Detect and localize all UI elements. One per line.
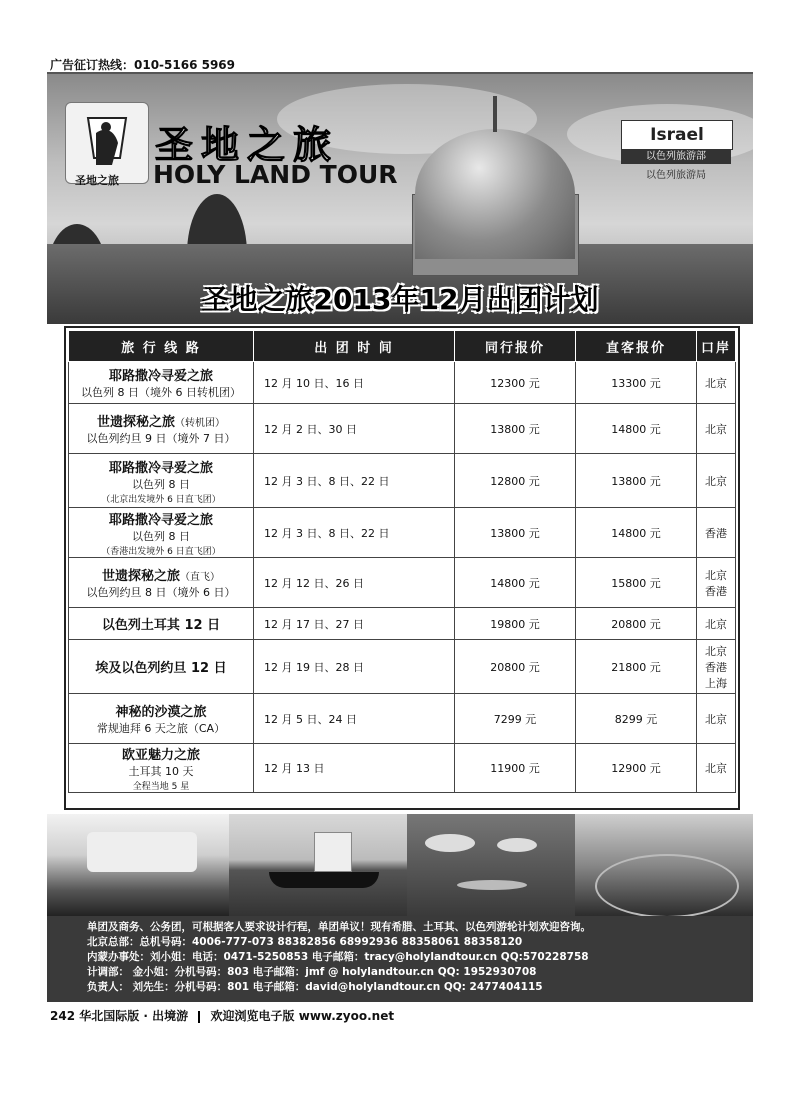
route-name: 世遗探秘之旅 [101, 569, 180, 584]
route-cell [69, 608, 254, 640]
port-name: 香港 [705, 660, 727, 674]
table-row [69, 508, 736, 558]
table-row [69, 744, 736, 793]
info-line: 内蒙办事处：刘小姐：电话：0471-5250853 电子邮箱：tracy@holylandtour.cn QQ:570228758 [87, 951, 589, 963]
port-name: 北京 [705, 762, 727, 775]
route-name: 埃及以色列约旦 12 日 [95, 661, 227, 676]
route-name: 以色列土耳其 12 日 [101, 618, 221, 633]
direct-price-cell: 21800 元 [576, 640, 697, 694]
route-detail: （北京出发境外 6 日直飞团） [101, 494, 221, 505]
peer-price-cell: 13800 元 [455, 404, 576, 454]
port-cell [697, 640, 736, 694]
port-name: 北京 [705, 474, 727, 488]
boat-shape [269, 872, 379, 888]
header-time: 出 团 时 间 [254, 331, 455, 362]
peer-price-cell: 19800 元 [455, 608, 576, 640]
route-detail: （香港出发境外 6 日直飞团） [101, 546, 221, 557]
info-line: 北京总部：总机号码：4006-777-073 88382856 68992936 88358061 88358120 [87, 936, 523, 948]
port-name: 上海 [705, 676, 727, 690]
route-cell [69, 454, 254, 508]
route-cell [69, 558, 254, 608]
route-title [73, 701, 249, 720]
tour-schedule-table [64, 326, 740, 810]
route-name: 神秘的沙漠之旅 [115, 705, 207, 720]
brand-name-cn: 圣地之旅 [155, 123, 340, 167]
garden-shape [595, 854, 739, 916]
port-name: 北京 [705, 376, 727, 390]
route-name: 欧亚魅力之旅 [121, 748, 200, 763]
direct-price-cell: 13800 元 [576, 454, 697, 508]
route-subtitle: 以色列 8 日 [132, 529, 190, 543]
peer-price-cell: 12300 元 [455, 362, 576, 404]
contact-info [47, 916, 753, 1002]
dome-spire [493, 96, 497, 132]
photo-church [47, 814, 229, 916]
port-name: 香港 [705, 526, 727, 540]
port-name: 北京 [705, 568, 727, 582]
port-name: 北京 [705, 617, 727, 631]
route-cell [69, 694, 254, 744]
israel-logo: Israel [621, 120, 733, 150]
route-title [73, 565, 249, 584]
photo-garden [575, 814, 753, 916]
table-row [69, 404, 736, 454]
port-cell [697, 362, 736, 404]
logo-caption: 圣地之旅 [75, 174, 119, 187]
table-row [69, 558, 736, 608]
route-name: 耶路撒冷寻爱之旅 [108, 369, 213, 384]
direct-price-cell: 20800 元 [576, 608, 697, 640]
route-name: 耶路撒冷寻爱之旅 [108, 512, 213, 528]
route-title [73, 614, 249, 633]
port-cell [697, 608, 736, 640]
salt-rock-shape [497, 838, 537, 852]
header-port: 口岸 [697, 331, 736, 362]
peer-price-cell: 14800 元 [455, 558, 576, 608]
route-detail: 全程当地 5 星 [132, 782, 190, 792]
golden-dome [415, 129, 575, 259]
direct-price-cell: 14800 元 [576, 508, 697, 558]
peer-price-cell: 20800 元 [455, 640, 576, 694]
departure-time-cell: 12 月 2 日、30 日 [254, 404, 455, 454]
route-subtitle: 土耳其 10 天 [128, 765, 194, 778]
poster-frame [47, 74, 753, 1002]
photo-boat [229, 814, 407, 916]
port-name: 北京 [705, 644, 727, 658]
route-note: （转机团） [175, 418, 225, 429]
direct-price-cell: 8299 元 [576, 694, 697, 744]
route-cell [69, 744, 254, 793]
route-cell [69, 640, 254, 694]
church-facade-shape [87, 832, 197, 872]
table-row [69, 640, 736, 694]
route-title [73, 744, 249, 763]
departure-time-cell: 12 月 13 日 [254, 744, 455, 793]
brand-name-en: HOLY LAND TOUR [153, 160, 398, 189]
floating-person-shape [457, 880, 527, 890]
israel-ministry-label: 以色列旅游部 [621, 150, 731, 164]
info-line: 负责人： 刘先生：分机号码：801 电子邮箱：david@holylandtour.cn QQ: 2477404115 [87, 981, 543, 993]
page-number: 242 [50, 1009, 76, 1023]
footer-url[interactable]: www.zyoo.net [298, 1009, 395, 1023]
route-note: （直飞） [180, 572, 220, 583]
peer-price-cell: 13800 元 [455, 508, 576, 558]
route-title [73, 657, 249, 676]
port-cell [697, 694, 736, 744]
route-subtitle: 常规迪拜 6 天之旅（CA） [96, 722, 226, 735]
route-subtitle: 以色列 8 日（境外 6 日转机团） [81, 386, 241, 399]
route-title [73, 411, 249, 430]
page-footer [50, 1007, 394, 1024]
route-subtitle: 以色列约旦 8 日（境外 6 日） [86, 586, 236, 599]
sail-shape [314, 832, 352, 872]
route-cell [69, 362, 254, 404]
direct-price-cell: 13300 元 [576, 362, 697, 404]
route-title [73, 365, 249, 384]
port-cell [697, 744, 736, 793]
route-cell [69, 508, 254, 558]
header-route: 旅 行 线 路 [69, 331, 254, 362]
port-name: 香港 [705, 584, 727, 598]
info-line: 计调部： 金小姐：分机号码：803 电子邮箱：jmf @ holylandtour.cn QQ: 1952930708 [87, 966, 537, 978]
route-title [73, 457, 249, 476]
direct-price-cell: 12900 元 [576, 744, 697, 793]
header-direct-price: 直客报价 [576, 331, 697, 362]
departure-time-cell: 12 月 3 日、8 日、22 日 [254, 454, 455, 508]
port-name: 北京 [705, 712, 727, 726]
page-title: 圣地之旅2013年12月出团计划 [201, 283, 599, 316]
route-title [73, 509, 249, 528]
departure-time-cell: 12 月 3 日、8 日、22 日 [254, 508, 455, 558]
direct-price-cell: 14800 元 [576, 404, 697, 454]
table-row [69, 608, 736, 640]
table-row [69, 362, 736, 404]
port-cell [697, 454, 736, 508]
table-header-row [69, 331, 736, 362]
peer-price-cell: 11900 元 [455, 744, 576, 793]
departure-time-cell: 12 月 12 日、26 日 [254, 558, 455, 608]
info-line: 单团及商务、公务团，可根据客人要求设计行程，单团单议！现有希腊、土耳其、以色列游轮计划欢迎咨询。 [87, 921, 591, 933]
direct-price-cell: 15800 元 [576, 558, 697, 608]
port-cell [697, 404, 736, 454]
footer-note: 欢迎浏览电子版 [210, 1009, 295, 1023]
port-cell [697, 508, 736, 558]
departure-time-cell: 12 月 17 日、27 日 [254, 608, 455, 640]
israel-bureau-label: 以色列旅游局 [646, 170, 706, 181]
route-cell [69, 404, 254, 454]
route-subtitle: 以色列 8 日 [132, 477, 190, 491]
photo-dead-sea [407, 814, 575, 916]
ad-hotline: 广告征订热线：010-5166 5969 [50, 58, 236, 72]
peer-price-cell: 12800 元 [455, 454, 576, 508]
port-cell [697, 558, 736, 608]
route-subtitle: 以色列约旦 9 日（境外 7 日） [86, 432, 236, 445]
peer-price-cell: 7299 元 [455, 694, 576, 744]
footer-section: 华北国际版 · 出境游 [79, 1009, 189, 1023]
departure-time-cell: 12 月 19 日、28 日 [254, 640, 455, 694]
port-name: 北京 [705, 422, 727, 436]
table-row [69, 694, 736, 744]
footer-separator [198, 1011, 200, 1023]
route-name: 世遗探秘之旅 [96, 415, 175, 430]
header-peer-price: 同行报价 [455, 331, 576, 362]
departure-time-cell: 12 月 5 日、24 日 [254, 694, 455, 744]
table-row [69, 454, 736, 508]
photo-strip [47, 814, 753, 916]
salt-rock-shape [425, 834, 475, 852]
departure-time-cell: 12 月 10 日、16 日 [254, 362, 455, 404]
route-name: 耶路撒冷寻爱之旅 [108, 460, 213, 476]
